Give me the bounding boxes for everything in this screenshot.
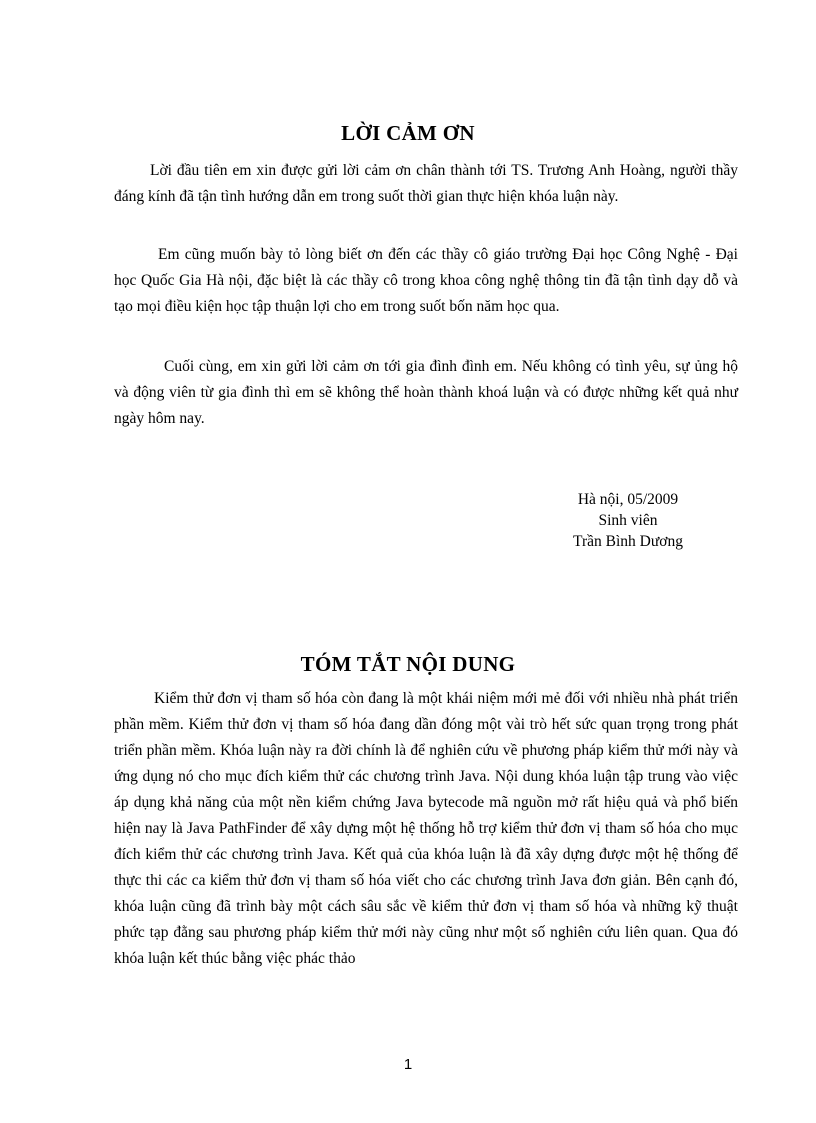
acknowledgement-paragraph: Em cũng muốn bày tỏ lòng biết ơn đến các thầy cô giáo trường Đại học Công Nghệ - Đại học Quốc Gia Hà nội, đặc biệt là các thầy cô trong khoa công nghệ thông tin đã tận tình dạy dỗ và tạo mọi điều kiện học tập thuận lợi cho em trong suốt bốn năm học qua.: [114, 246, 738, 315]
signature-place-date: Hà nội, 05/2009: [577, 491, 679, 508]
acknowledgement-title: LỜI CẢM ƠN: [341, 121, 475, 145]
page-number: 1: [403, 1056, 413, 1073]
acknowledgement-paragraph: Cuối cùng, em xin gửi lời cảm ơn tới gia đình đình em. Nếu không có tình yêu, sự ủng hộ và động viên từ gia đình thì em sẽ không thể hoàn thành khoá luận và có được những kết quả như ngày hôm nay.: [114, 358, 738, 427]
acknowledgement-paragraph: Lời đầu tiên em xin được gửi lời cảm ơn chân thành tới TS. Trương Anh Hoàng, người thầy đáng kính đã tận tình hướng dẫn em trong suốt thời gian thực hiện khóa luận này.: [114, 162, 738, 205]
signature-block: [528, 489, 728, 552]
signature-role: Sinh viên: [598, 512, 658, 529]
summary-paragraph: Kiểm thử đơn vị tham số hóa còn đang là một khái niệm mới mẻ đối với nhiều nhà phát triển phần mềm. Kiểm thử đơn vị tham số hóa đang dần đóng một vài trò hết sức quan trọng trong phát triển phần mềm. Khóa luận này ra đời chính là để nghiên cứu về phương pháp kiểm thử mới này và ứng dụng nó cho mục đích kiểm thử các chương trình Java. Nội dung khóa luận tập trung vào việc áp dụng khả năng của một nền kiểm chứng Java bytecode mã nguồn mở rất hiệu quả và phổ biến hiện nay là Java PathFinder để xây dựng một hệ thống hỗ trợ kiểm thử đơn vị tham số hóa cho mục đích kiểm thử các chương trình Java. Kết quả của khóa luận là đã xây dựng được một hệ thống để thực thi các ca kiểm thử đơn vị tham số hóa viết cho các chương trình Java đơn giản. Bên cạnh đó, khóa luận cũng đã trình bày một cách sâu sắc về kiểm thử đơn vị tham số hóa và những kỹ thuật phức tạp đằng sau phương pháp kiểm thử mới này cũng như một số nghiên cứu liên quan. Qua đó khóa luận kết thúc bằng việc phác thảo: [114, 690, 738, 967]
summary-title: TÓM TẮT NỘI DUNG: [300, 652, 516, 676]
signature-name: Trần Bình Dương: [573, 533, 683, 550]
